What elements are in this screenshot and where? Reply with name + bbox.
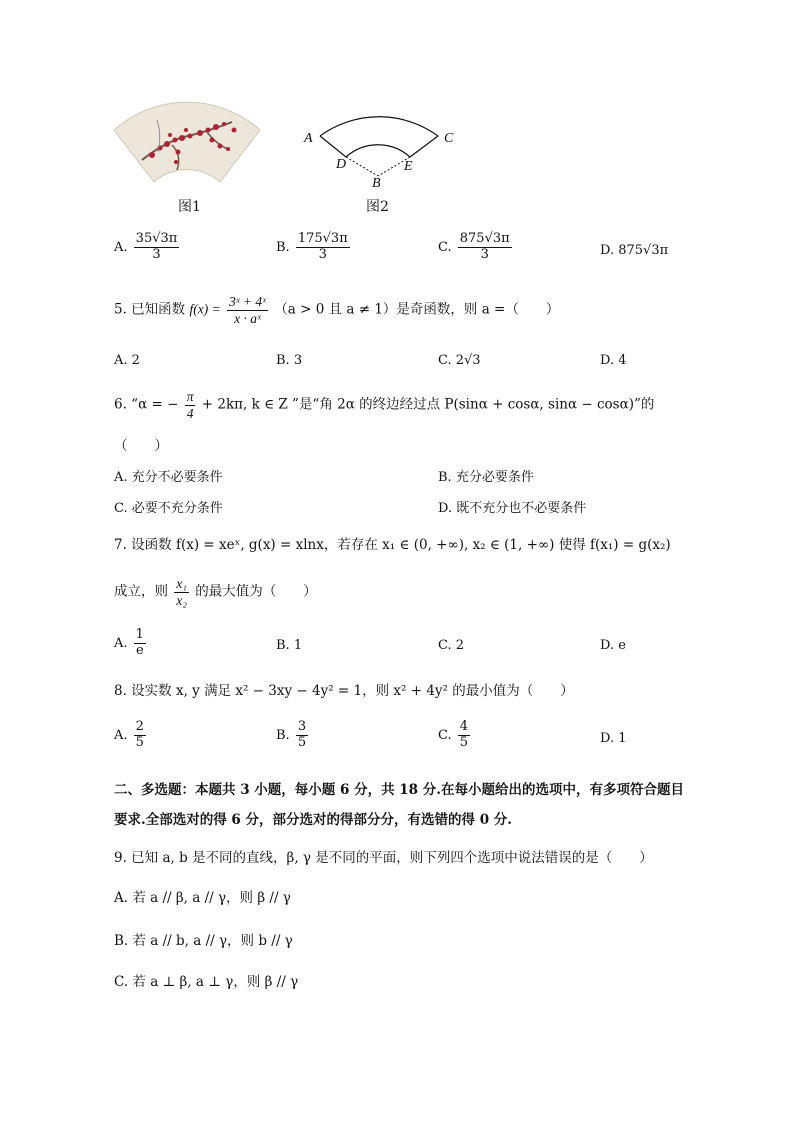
q6-paren: （ ） xyxy=(114,438,168,454)
denominator: 3 xyxy=(480,246,489,262)
denominator: 3 xyxy=(152,246,161,262)
numerator: 35√3π xyxy=(135,231,178,246)
option-letter: D. xyxy=(600,243,615,258)
denominator: x · aˣ xyxy=(234,310,261,326)
q6-option-b[interactable]: B. 充分必要条件 xyxy=(438,470,534,485)
numerator: 3 xyxy=(297,719,307,734)
option-letter: C. xyxy=(438,239,452,255)
point-C-label: C xyxy=(444,131,454,146)
figure-1-caption: 图1 xyxy=(178,199,201,215)
q7-option-a[interactable] xyxy=(114,628,148,659)
numerator: 2 xyxy=(135,719,144,734)
denominator: e xyxy=(135,642,144,658)
point-A-label: A xyxy=(304,131,313,146)
q8-option-b[interactable] xyxy=(276,720,310,751)
q7-line2-suffix: 的最大值为（ ） xyxy=(195,583,317,600)
q5-option-d[interactable]: D. 4 xyxy=(600,353,627,368)
q7-line2 xyxy=(114,576,317,608)
numerator: 875√3π xyxy=(459,231,510,246)
numerator: π xyxy=(186,389,194,404)
option-letter: B. xyxy=(276,727,290,743)
q5-prefix: 5. 已知函数 xyxy=(114,301,186,318)
section2-line1: 二、多选题：本题共 3 小题，每小题 6 分，共 18 分.在每小题给出的选项中，有多项符合题目 xyxy=(114,782,684,798)
option-text: 875√3π xyxy=(618,243,669,258)
q5-option-c[interactable]: C. 2√3 xyxy=(438,353,481,368)
option-letter: C. xyxy=(438,727,452,743)
q8-option-c[interactable] xyxy=(438,720,472,751)
point-D-label: D xyxy=(336,157,347,172)
denominator: 5 xyxy=(297,734,307,750)
denominator: 4 xyxy=(186,405,194,421)
q9-option-c[interactable]: C. 若 a ⊥ β, a ⊥ γ，则 β // γ xyxy=(114,974,299,990)
q4-option-a[interactable] xyxy=(114,232,181,263)
denominator: 5 xyxy=(135,734,144,750)
point-B-label: B xyxy=(372,176,381,191)
section2-line2: 要求.全部选对的得 6 分，部分选对的得部分分，有选错的得 0 分. xyxy=(114,812,512,828)
q6-stem xyxy=(114,389,654,421)
q4-option-c[interactable] xyxy=(438,232,514,263)
denominator: 5 xyxy=(459,734,469,750)
q9-option-b[interactable]: B. 若 a // b, a // γ，则 b // γ xyxy=(114,933,293,949)
option-letter: B. xyxy=(276,239,290,255)
q5-func: f(x) = xyxy=(189,301,221,317)
q8-option-a[interactable] xyxy=(114,720,148,751)
q7-option-b[interactable]: B. 1 xyxy=(276,638,303,653)
denominator: 3 xyxy=(318,246,327,262)
figure-1 xyxy=(112,100,262,192)
point-E-label: E xyxy=(404,159,413,174)
numerator: 175√3π xyxy=(297,231,348,246)
q7-line2-prefix: 成立，则 xyxy=(114,583,168,600)
q5-option-b[interactable]: B. 3 xyxy=(276,353,303,368)
figure-2-caption: 图2 xyxy=(366,199,389,215)
q9-stem: 9. 已知 a, b 是不同的直线，β, γ 是不同的平面，则下列四个选项中说法错误的是（ ） xyxy=(114,850,653,866)
q7-option-c[interactable]: C. 2 xyxy=(438,638,465,653)
numerator: 3ˣ + 4ˣ xyxy=(228,294,266,309)
fan-painting-image xyxy=(112,100,262,192)
option-letter: A. xyxy=(114,727,128,743)
denominator: x₂ xyxy=(176,592,187,608)
q5-option-a[interactable]: A. 2 xyxy=(114,353,140,368)
numerator: 1 xyxy=(135,627,144,642)
q6-option-a[interactable]: A. 充分不必要条件 xyxy=(114,470,223,485)
q4-option-d[interactable] xyxy=(600,243,668,258)
q6-prefix: 6. “α = − xyxy=(114,396,179,413)
q8-stem: 8. 设实数 x, y 满足 x² − 3xy − 4y² = 1，则 x² + 4y² 的最小值为（ ） xyxy=(114,683,574,699)
q9-option-a[interactable]: A. 若 a // β, a // γ，则 β // γ xyxy=(114,890,291,906)
numerator: x₁ xyxy=(176,576,187,591)
option-letter: A. xyxy=(114,635,128,651)
q7-option-d[interactable]: D. e xyxy=(600,638,626,653)
q5-suffix: （a > 0 且 a ≠ 1）是奇函数，则 a =（ ） xyxy=(274,301,560,318)
q6-option-d[interactable]: D. 既不充分也不必要条件 xyxy=(438,501,587,516)
option-letter: A. xyxy=(114,239,128,255)
numerator: 4 xyxy=(459,719,469,734)
q5-stem xyxy=(114,294,559,326)
q7-line1: 7. 设函数 f(x) = xeˣ, g(x) = xlnx，若存在 x₁ ∈ (0, +∞), x₂ ∈ (1, +∞) 使得 f(x₁) = g(x₂) xyxy=(114,537,671,553)
q6-suffix: + 2kπ, k ∈ Z ”是“角 2α 的终边经过点 P(sinα + cosα, sinα − cosα)”的 xyxy=(201,396,655,413)
q4-option-b[interactable] xyxy=(276,232,352,263)
q6-option-c[interactable]: C. 必要不充分条件 xyxy=(114,501,223,516)
q8-option-d[interactable]: D. 1 xyxy=(600,731,627,746)
